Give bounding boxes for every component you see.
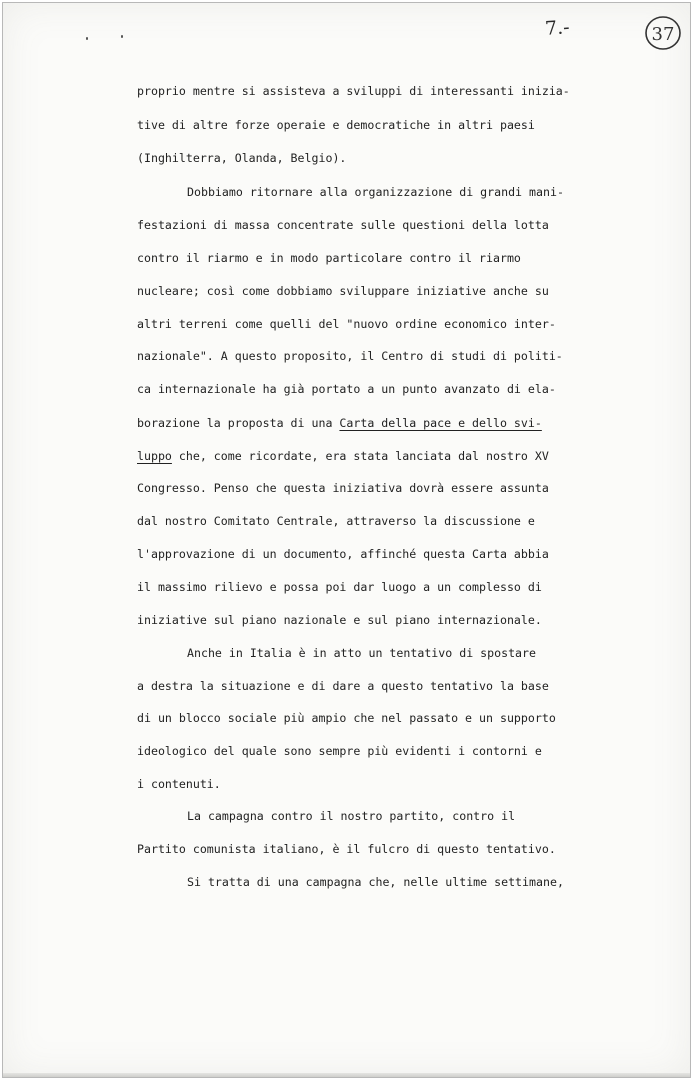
text-segment: che, come ricordate, era stata lanciata dal nostro XV [171,449,549,463]
handwritten-page-mark: 7.- [544,16,571,40]
text-line: La campagna contro il nostro partito, contro il [187,809,516,823]
text-line: dal nostro Comitato Centrale, attraverso la discussione e [137,514,535,528]
text-line: l'approvazione di un documento, affinché questa Carta abbia [137,547,549,561]
text-line: nucleare; così come dobbiamo sviluppare iniziative anche su [137,284,549,298]
document-page [2,2,691,1078]
text-line: tive di altre forze operaie e democratiche in altri paesi [137,118,535,132]
text-line: i contenuti. [137,777,221,791]
underlined-title: luppo [137,449,172,463]
text-segment: borazione la proposta di una [137,416,340,430]
text-line: ca internazionale ha già portato a un punto avanzato di ela- [137,382,556,396]
scan-speck [86,37,88,40]
text-line: il massimo rilievo e possa poi dar luogo a un complesso di [137,580,542,594]
underlined-title: Carta della pace e dello svi- [339,416,542,430]
text-line: di un blocco sociale più ampio che nel passato e un supporto [137,711,556,725]
text-line: Si tratta di una campagna che, nelle ultime settimane, [187,875,564,889]
text-line: Congresso. Penso che questa iniziativa dovrà essere assunta [137,481,549,495]
text-line [137,449,549,463]
text-line: contro il riarmo e in modo particolare contro il riarmo [137,251,521,265]
text-line: altri terreni come quelli del "nuovo ordine economico inter- [137,317,556,331]
scan-bottom-edge [3,1073,690,1077]
text-line: iniziative sul piano nazionale e sul piano internazionale. [137,613,542,627]
text-line: a destra la situazione e di dare a questo tentativo la base [137,679,549,693]
text-line: proprio mentre si assisteva a sviluppi di interessanti inizia- [137,84,570,98]
text-line: Anche in Italia è in atto un tentativo di spostare [187,646,537,660]
text-line: ideologico del quale sono sempre più evidenti i contorni e [137,744,542,758]
text-line [137,416,542,430]
scan-speck [121,35,123,38]
text-line: Partito comunista italiano, è il fulcro di questo tentativo. [137,842,556,856]
text-line: nazionale". A questo proposito, il Centro di studi di politi- [137,349,563,363]
circled-page-number-stamp [643,13,683,53]
text-line: festazioni di massa concentrate sulle questioni della lotta [137,218,549,232]
text-line: Dobbiamo ritornare alla organizzazione di grandi mani- [187,185,564,199]
seal-number: 37 [651,24,675,45]
text-line: (Inghilterra, Olanda, Belgio). [137,151,347,165]
